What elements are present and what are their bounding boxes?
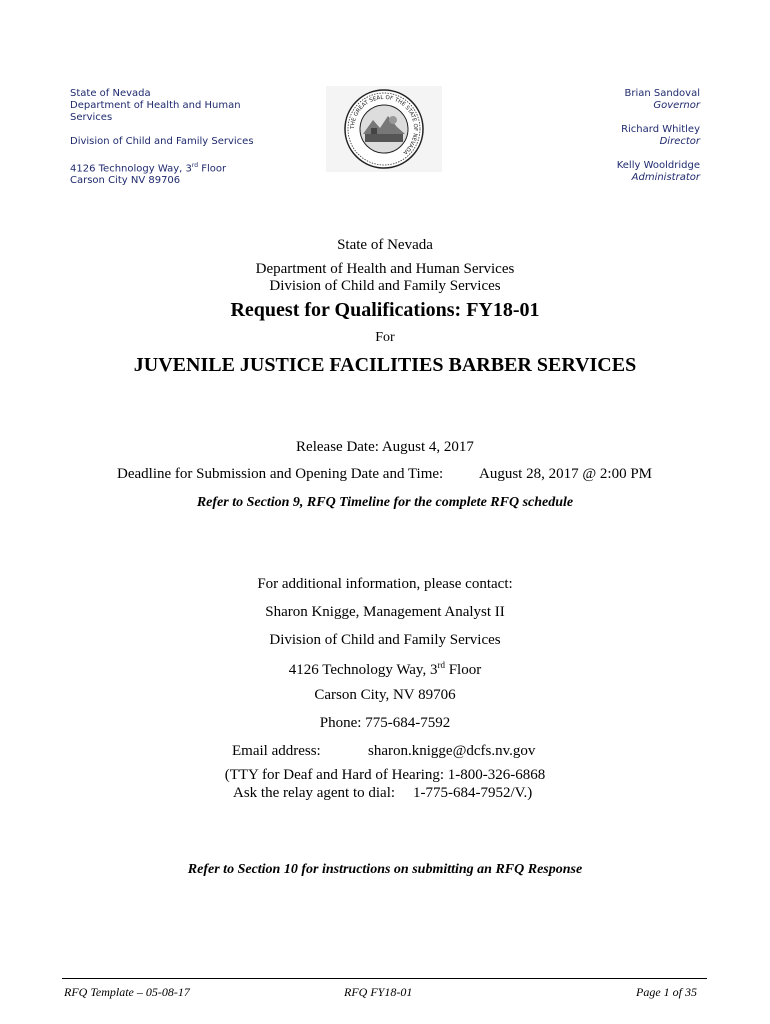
deadline-label: Deadline for Submission and Opening Date and Time: — [117, 466, 444, 482]
officials-header-block — [500, 88, 700, 184]
rfq-title: Request for Qualifications: FY18-01 — [230, 299, 540, 321]
administrator-title: Administrator — [631, 172, 700, 183]
agency-address-line1: 4126 Technology Way, 3rd Floor — [70, 162, 227, 175]
contact-phone: Phone: 775-684-7592 — [319, 715, 451, 731]
director-title: Director — [659, 136, 700, 147]
contact-intro: For additional information, please contact: — [257, 576, 513, 592]
project-title: JUVENILE JUSTICE FACILITIES BARBER SERVICES — [133, 354, 637, 376]
refer-timeline-note: Refer to Section 9, RFQ Timeline for the complete RFQ schedule — [196, 495, 574, 510]
seal-graphic — [343, 88, 425, 170]
contact-city: Carson City, NV 89706 — [314, 687, 456, 703]
footer-page-number: Page 1 of 35 — [636, 985, 697, 999]
agency-department: Department of Health and Human — [70, 100, 241, 111]
agency-address-line2: Carson City NV 89706 — [70, 175, 181, 187]
email-label: Email address: — [232, 743, 321, 759]
refer-submission-note: Refer to Section 10 for instructions on submitting an RFQ Response — [187, 862, 583, 877]
seal-lettering: THE GREAT SEAL OF THE STATE OF NEVADA — [349, 94, 419, 156]
director-name: Richard Whitley — [621, 124, 700, 135]
relay-number: 1-775-684-7952/V.) — [413, 785, 533, 801]
contact-address: 4126 Technology Way, 3rd Floor — [288, 660, 482, 678]
agency-department-cont: Services — [70, 112, 113, 123]
cover-state: State of Nevada — [337, 237, 433, 253]
agency-header-block — [70, 88, 270, 187]
release-date: Release Date: August 4, 2017 — [296, 439, 474, 455]
relay-label: Ask the relay agent to dial: — [233, 785, 396, 801]
page-footer — [62, 978, 707, 1004]
administrator-name: Kelly Wooldridge — [616, 160, 700, 171]
governor-name: Brian Sandoval — [624, 88, 700, 99]
cover-for: For — [375, 330, 395, 345]
contact-name: Sharon Knigge, Management Analyst II — [265, 604, 505, 620]
footer-template: RFQ Template – 05-08-17 — [64, 985, 190, 999]
tty-line: (TTY for Deaf and Hard of Hearing: 1-800-326-6868 — [224, 767, 546, 783]
agency-state: State of Nevada — [70, 88, 151, 99]
governor-title: Governor — [653, 100, 700, 111]
deadline-value: August 28, 2017 @ 2:00 PM — [479, 466, 652, 482]
email-address[interactable]: sharon.knigge@dcfs.nv.gov — [368, 743, 536, 759]
cover-division: Division of Child and Family Services — [269, 278, 501, 294]
agency-division: Division of Child and Family Services — [70, 136, 254, 147]
contact-division: Division of Child and Family Services — [269, 632, 501, 648]
footer-rfq-number: RFQ FY18-01 — [344, 985, 413, 999]
nevada-state-seal-icon — [326, 86, 442, 172]
cover-department: Department of Health and Human Services — [255, 261, 515, 277]
